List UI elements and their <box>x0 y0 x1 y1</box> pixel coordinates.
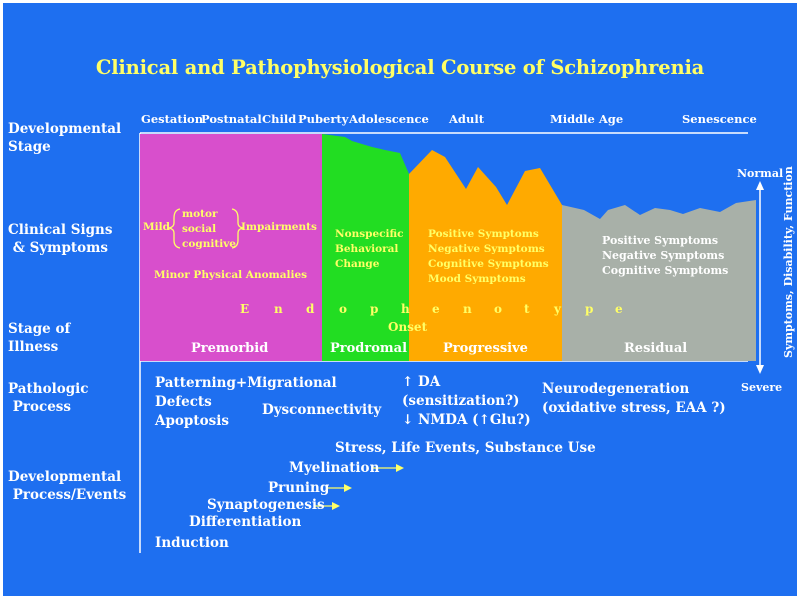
residual-symptom: Positive Symptoms <box>602 234 719 247</box>
residual-symptom: Cognitive Symptoms <box>602 264 729 277</box>
pathologic-line: (sensitization?) <box>402 393 520 409</box>
pathologic-line: (oxidative stress, EAA ?) <box>542 400 726 416</box>
row-label-developmental-process <box>8 468 126 504</box>
prodromal-sign-list <box>335 227 404 272</box>
row-label-line: Illness <box>8 339 59 355</box>
row-label-line: Pathologic <box>8 381 89 397</box>
premorbid-sign: social <box>182 223 217 235</box>
stage-label-residual: Residual <box>624 341 688 356</box>
row-label-line: Developmental <box>8 469 122 485</box>
pathologic-dysconnectivity: Dysconnectivity <box>262 402 382 418</box>
endophenotype-letter: p <box>370 302 379 316</box>
endophenotype-letter: p <box>585 302 594 316</box>
stage-label-prodromal: Prodromal <box>330 341 408 356</box>
scale-severe: Severe <box>741 381 783 394</box>
row-label-line: Stage <box>8 139 51 155</box>
endophenotype-letter: e <box>432 302 440 316</box>
endophenotype-letter: n <box>463 302 472 316</box>
pathologic-line: Apoptosis <box>155 413 229 429</box>
progressive-symptom: Negative Symptoms <box>428 243 545 255</box>
stage-senescence: Senescence <box>682 112 757 126</box>
stage-child: Child <box>262 112 297 126</box>
scale-axis-label: Symptoms, Disability, Function <box>782 166 795 358</box>
row-label-stage-of-illness <box>8 320 70 356</box>
stage-gestation: Gestation <box>141 112 204 126</box>
row-label-developmental-stage <box>8 120 121 156</box>
row-label-line: Stage of <box>8 321 71 337</box>
stage-adult: Adult <box>449 112 485 126</box>
premorbid-impairments: Impairments <box>241 221 317 233</box>
event-induction: Induction <box>155 535 229 551</box>
pathologic-da <box>402 373 531 430</box>
premorbid-anomalies: Minor Physical Anomalies <box>154 269 308 281</box>
row-label-line: Process <box>8 399 71 415</box>
premorbid-mild: Mild <box>143 221 170 233</box>
event-myelination: Myelination <box>289 460 380 476</box>
residual-area <box>562 200 756 361</box>
endophenotype-letter: E <box>240 302 250 316</box>
prodromal-sign: Nonspecific <box>335 228 404 240</box>
endophenotype-letter: d <box>306 302 315 316</box>
stage-label-progressive: Progressive <box>443 341 528 356</box>
pathologic-neurodegeneration <box>542 380 726 418</box>
endophenotype-letter: t <box>524 302 530 316</box>
stage-postnatal: Postnatal <box>201 112 262 126</box>
residual-symptom: Negative Symptoms <box>602 249 725 262</box>
event-pruning: Pruning <box>268 480 330 496</box>
event-differentiation: Differentiation <box>189 514 302 530</box>
endophenotype-letter: n <box>274 302 283 316</box>
slide-title: Clinical and Pathophysiological Course of Schizophrenia <box>95 56 705 79</box>
pathologic-line: Defects <box>155 394 212 410</box>
progressive-symptom: Positive Symptoms <box>428 228 539 240</box>
scale-normal: Normal <box>737 167 784 180</box>
residual-symptom-list <box>602 233 728 278</box>
stage-middle-age: Middle Age <box>550 112 624 126</box>
endophenotype-letter: h <box>401 302 410 316</box>
event-synaptogenesis: Synaptogenesis <box>207 497 325 513</box>
endophenotype-letter: e <box>615 302 623 316</box>
pathologic-line: Patterning+Migrational <box>155 375 337 391</box>
pathologic-line: ↓ NMDA (↑Glu?) <box>402 412 531 428</box>
progressive-symptom: Mood Symptoms <box>428 273 526 285</box>
premorbid-sign-list <box>182 207 236 252</box>
onset-label: Onset <box>388 320 428 334</box>
row-label-pathologic-process <box>8 380 89 416</box>
pathologic-line: ↑ DA <box>402 374 441 390</box>
prodromal-sign: Behavioral <box>335 243 399 255</box>
stage-label-premorbid: Premorbid <box>191 341 269 356</box>
stage-adolescence: Adolescence <box>349 112 429 126</box>
row-label-line: Developmental <box>8 121 122 137</box>
endophenotype-letter: o <box>494 302 503 316</box>
row-label-line: Process/Events <box>8 487 127 503</box>
endophenotype-letter: o <box>339 302 348 316</box>
prodromal-sign: Change <box>335 258 380 270</box>
row-label-clinical-signs <box>8 221 112 257</box>
premorbid-sign: motor <box>182 208 218 220</box>
premorbid-sign: cognitive <box>182 238 236 250</box>
event-stress: Stress, Life Events, Substance Use <box>335 440 596 456</box>
progressive-symptom-list <box>428 227 549 287</box>
endophenotype-letter: y <box>554 302 561 316</box>
pathologic-line: Neurodegeneration <box>542 381 690 397</box>
row-label-line: & Symptoms <box>8 240 109 256</box>
row-label-line: Clinical Signs <box>8 222 113 238</box>
progressive-symptom: Cognitive Symptoms <box>428 258 549 270</box>
stage-puberty: Puberty <box>298 112 349 126</box>
